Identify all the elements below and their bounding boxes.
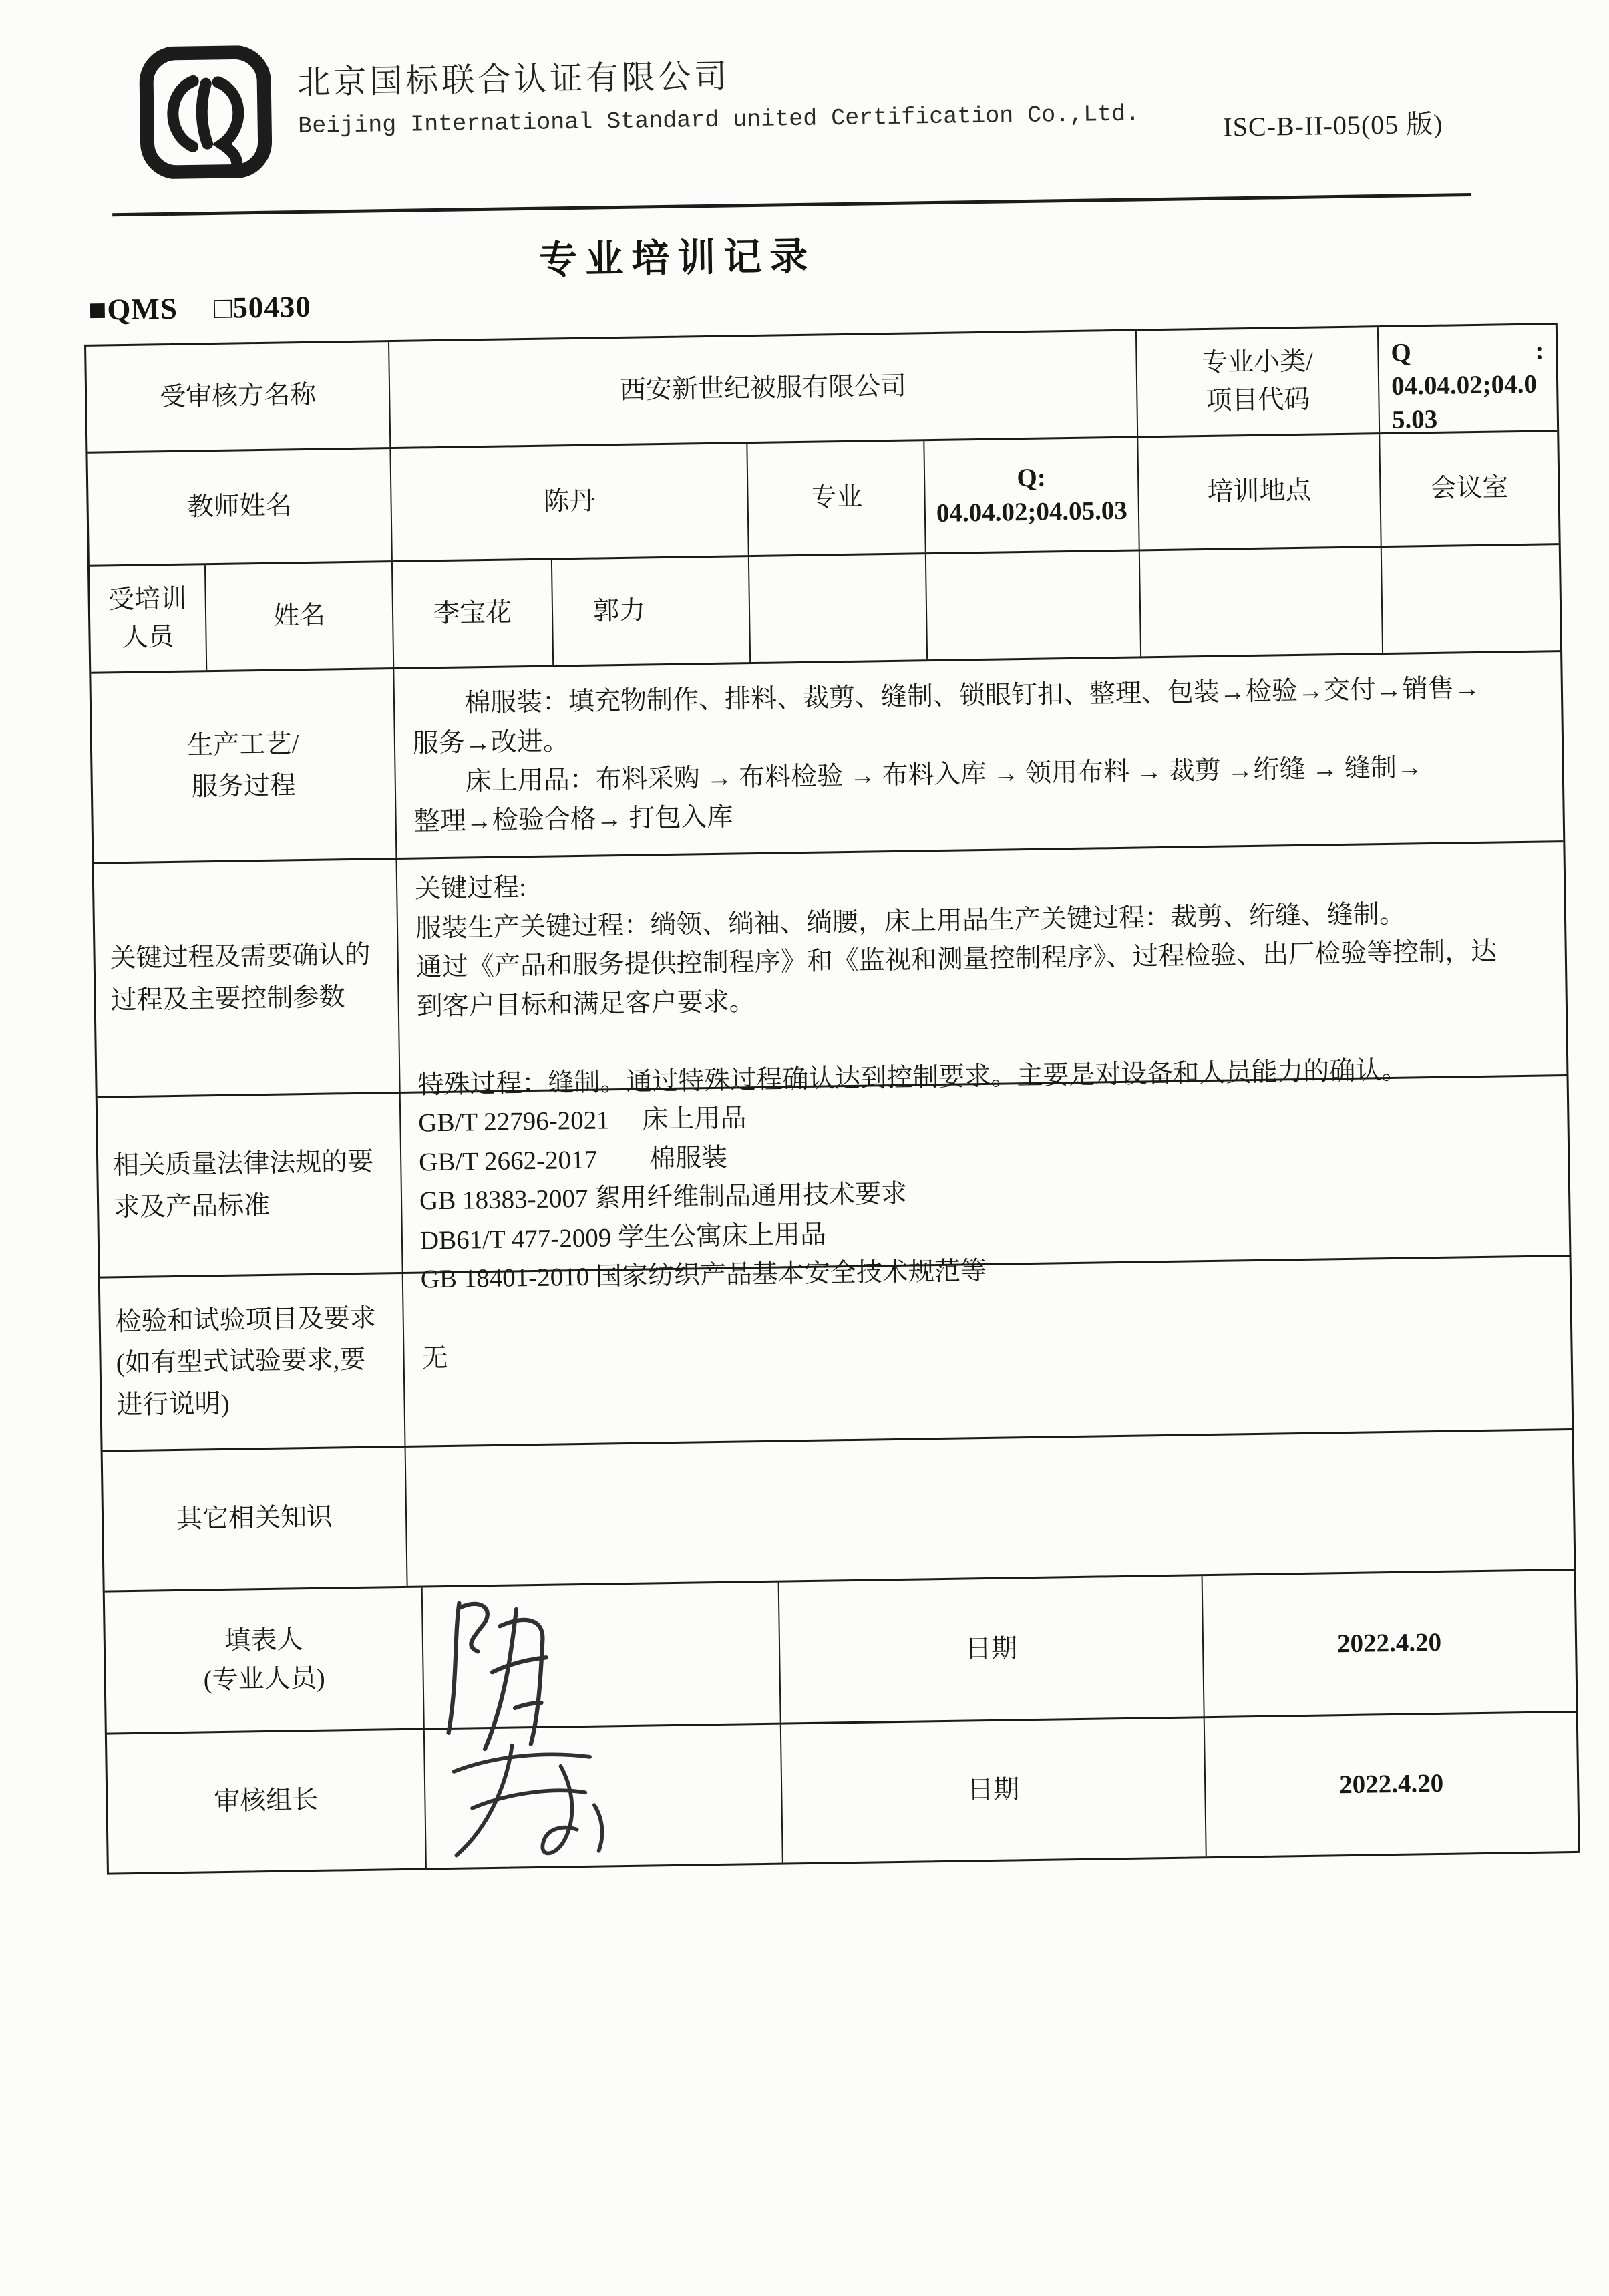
leader-label: 审核组长 <box>107 1730 427 1873</box>
major-code-number: 04.04.02;04.05.03 <box>936 496 1128 528</box>
code-unchecked-label: □50430 <box>213 289 312 325</box>
filler-signature <box>423 1583 781 1728</box>
key-process-label: 关键过程及需要确认的 过程及主要控制参数 <box>94 860 401 1096</box>
row-filler <box>105 1571 1576 1735</box>
row-teacher <box>87 432 1558 567</box>
trainee-2: 郭力 <box>552 557 751 665</box>
row-other <box>103 1430 1574 1593</box>
major-label: 专业 <box>747 441 926 555</box>
major-code-prefix: Q: <box>1017 463 1047 492</box>
company-name-en: Beijing International Standard united Certification Co.,Ltd. <box>297 100 1140 140</box>
other-label: 其它相关知识 <box>103 1448 408 1591</box>
inspection-label: 检验和试验项目及要求 (如有型式试验要求,要 进行说明) <box>100 1274 406 1450</box>
process-content: 棉服装：填充物制作、排料、裁剪、缝制、锁眼钉扣、整理、包装→检验→交付→销售→ 服务→改进。 床上用品：布料采购 → 布料检验 → 布料入库 → 领用布料 → 裁剪 →绗缝 → 缝制→ 整理→检验合格→ 打包入库 <box>411 673 1481 836</box>
teacher-label: 教师姓名 <box>87 449 392 565</box>
filler-date-label: 日期 <box>779 1576 1205 1722</box>
process-label: 生产工艺/ 服务过程 <box>91 669 397 862</box>
category-code-value <box>1379 325 1557 432</box>
qms-checked-label: ■QMS <box>87 291 178 327</box>
row-process <box>91 652 1563 864</box>
leader-signature <box>425 1725 783 1868</box>
signature-chendan-icon <box>432 1583 575 1752</box>
key-process-content: 关键过程: 服装生产关键过程：绱领、绱袖、绱腰，床上用品生产关键过程：裁剪、绗缝、缝制。 通过《产品和服务提供控制程序》和《监视和测量控制程序》、过程检验、出厂检验等控制，达 到客户目标和满足客户要求。 特殊过程：缝制。通过特殊过程确认达到控制要求。主要是对设备和人员能力的确认。 <box>414 873 1497 1100</box>
leader-date-value: 2022.4.20 <box>1338 1769 1444 1800</box>
place-value: 会议室 <box>1430 473 1509 504</box>
row-inspection <box>100 1257 1572 1452</box>
filler-label: 填表人 (专业人员) <box>105 1588 425 1733</box>
trainee-empty-3 <box>1140 548 1383 656</box>
code-number: 04.04.02;04.05.03 <box>1391 369 1538 434</box>
code-prefix: Q <box>1391 338 1412 367</box>
trainee-empty-4 <box>1382 545 1560 653</box>
row-leader <box>107 1713 1578 1873</box>
form-code: ISC-B-II-05(05 版) <box>1223 108 1443 142</box>
training-record-table <box>84 323 1580 1874</box>
category-code-label: 专业小类/ 项目代码 <box>1137 327 1380 436</box>
auditee-label: 受审核方名称 <box>86 342 391 452</box>
code-colon: : <box>1535 336 1544 365</box>
major-code-value <box>924 438 1139 552</box>
company-name-cn: 北京国标联合认证有限公司 <box>297 58 731 102</box>
regulations-label: 相关质量法律法规的要 求及产品标准 <box>98 1094 403 1277</box>
trainees-name-label: 姓名 <box>206 562 394 670</box>
filler-date-value: 2022.4.20 <box>1336 1627 1442 1658</box>
teacher-value: 陈丹 <box>391 444 749 560</box>
trainee-empty-2 <box>926 551 1141 659</box>
row-regulations <box>98 1076 1570 1294</box>
trainee-empty-1 <box>749 554 928 662</box>
row-auditee <box>86 325 1557 454</box>
trainees-group-label: 受培训 人员 <box>90 565 207 672</box>
row-key-process <box>94 842 1567 1098</box>
place-label: 培训地点 <box>1138 434 1381 549</box>
auditee-value: 西安新世纪被服有限公司 <box>389 331 1138 447</box>
inspection-content: 无 <box>421 1344 448 1373</box>
doc-type-checkboxes <box>88 289 339 327</box>
signature-libaohua-icon <box>434 1730 630 1866</box>
other-content <box>406 1430 1574 1586</box>
trainee-1: 李宝花 <box>393 560 554 667</box>
row-trainees <box>90 545 1560 674</box>
regulations-content: GB/T 22796-2021 床上用品 GB/T 2662-2017 棉服装 GB 18383-2007 絮用纤维制品通用技术要求 DB61/T 477-2009 学生公寓床上用品 GB 18401-2010 国家纺织产品基本安全技术规范等 <box>418 1104 987 1294</box>
header-divider <box>112 193 1471 216</box>
isc-logo-icon <box>138 45 273 180</box>
leader-date-label: 日期 <box>781 1718 1207 1862</box>
page-title: 专业培训记录 <box>538 234 816 282</box>
